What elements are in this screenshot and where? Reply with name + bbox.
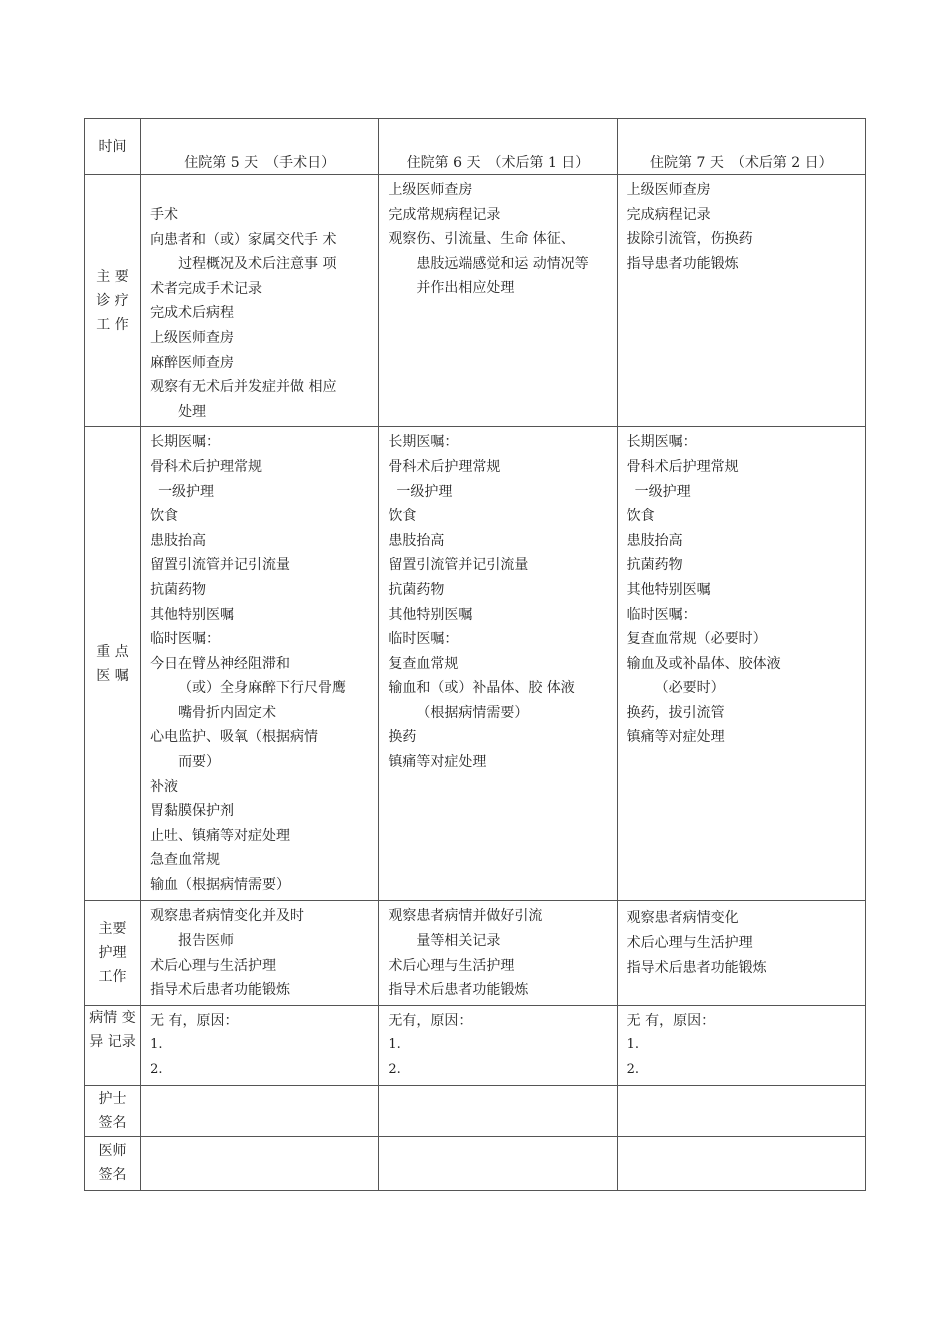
- order-item: 换药，拔引流管: [626, 704, 725, 721]
- key-orders-row: [85, 427, 866, 901]
- nursing-work-row: [85, 901, 866, 1005]
- main-work-label: [85, 175, 141, 427]
- variance-option: 无 有，原因：: [626, 1012, 716, 1029]
- doctor-signature-label: [85, 1136, 141, 1190]
- doctor-signature-day7[interactable]: [617, 1136, 865, 1190]
- label-line: 诊 疗: [96, 292, 129, 309]
- label-line: 医师: [98, 1143, 127, 1159]
- label-line: 工作: [98, 969, 127, 986]
- order-item: 患肢抬高: [388, 532, 445, 549]
- variance-day5: [141, 1005, 379, 1085]
- header-row: [85, 119, 866, 175]
- work-item: 上级医师查房: [626, 182, 711, 198]
- label-line: 重 点: [96, 643, 129, 660]
- day-7-header: 住院第 7 天 （术后第 2 日）: [617, 119, 865, 175]
- nursing-work-day6: [379, 901, 617, 1005]
- order-item: 其他特别医嘱: [150, 606, 235, 623]
- nursing-item: 术后心理与生活护理: [388, 957, 515, 974]
- work-item: 术者完成手术记录: [150, 280, 263, 297]
- work-item: 观察有无术后并发症并做 相应: [150, 379, 337, 396]
- order-item: 一级护理: [158, 483, 215, 500]
- order-item: 嘴骨折内固定术: [178, 704, 277, 721]
- order-item: 心电监护、吸氧（根据病情: [150, 729, 319, 746]
- order-item: 镇痛等对症处理: [388, 754, 487, 771]
- order-item: 骨科术后护理常规: [150, 458, 263, 475]
- label-line: 医 嘱: [96, 667, 129, 684]
- order-item: 今日在臂丛神经阻滞和: [150, 655, 291, 672]
- order-item: （根据病情需要）: [416, 704, 529, 721]
- nursing-item: 术后心理与生活护理: [150, 957, 277, 974]
- variance-option: 无有，原因：: [388, 1012, 473, 1029]
- work-item: 上级医师查房: [150, 329, 235, 346]
- key-orders-label: [85, 427, 141, 901]
- order-item: 饮食: [150, 508, 179, 525]
- work-item: 并作出相应处理: [416, 280, 515, 297]
- order-item: 临时医嘱：: [388, 631, 459, 648]
- variance-reason-2: 2.: [150, 1061, 163, 1077]
- work-item: 指导患者功能锻炼: [626, 255, 739, 272]
- work-item: 处理: [178, 403, 207, 420]
- main-work-day5: [141, 175, 379, 427]
- key-orders-day5: [141, 427, 379, 901]
- label-line: 护士: [98, 1090, 127, 1107]
- variance-day7: [617, 1005, 865, 1085]
- variance-reason-1: 1.: [626, 1037, 640, 1053]
- work-item: 拔除引流管，伤换药: [626, 231, 753, 248]
- order-item: 胃黏膜保护剂: [150, 803, 235, 820]
- work-item: 手术: [150, 207, 179, 223]
- order-item: 患肢抬高: [626, 532, 683, 549]
- nurse-signature-day6[interactable]: [379, 1085, 617, 1136]
- label-line: 主要: [98, 921, 127, 938]
- order-item: 其他特别医嘱: [388, 606, 473, 623]
- order-item: 输血（根据病情需要）: [150, 877, 291, 894]
- label-line: 签名: [98, 1114, 127, 1131]
- nursing-item: 观察患者病情变化并及时: [150, 908, 305, 925]
- order-item: 其他特别医嘱: [626, 581, 711, 598]
- label-line: 签名: [98, 1167, 127, 1183]
- order-item: 止吐、镇痛等对症处理: [150, 827, 291, 844]
- order-item: 急查血常规: [150, 852, 221, 869]
- day-6-header: 住院第 6 天 （术后第 1 日）: [379, 119, 617, 175]
- work-item: 观察伤、引流量、生命 体征、: [388, 231, 575, 248]
- order-item: 换药: [388, 729, 417, 746]
- variance-reason-1: 1.: [150, 1037, 163, 1053]
- order-item: 抗菌药物: [388, 581, 445, 598]
- order-item: 留置引流管并记引流量: [388, 557, 529, 574]
- nursing-item: 观察患者病情变化: [626, 910, 739, 927]
- nursing-work-label: [85, 901, 141, 1005]
- nursing-work-day7: [617, 901, 865, 1005]
- doctor-signature-day6[interactable]: [379, 1136, 617, 1190]
- work-item: 患肢远端感觉和运 动情况等: [416, 255, 589, 272]
- nursing-item: 量等相关记录: [416, 932, 501, 949]
- order-item: 骨科术后护理常规: [388, 458, 501, 475]
- work-item: 上级医师查房: [388, 182, 473, 198]
- doctor-signature-row: [85, 1136, 866, 1190]
- order-item: 抗菌药物: [150, 581, 207, 598]
- nursing-work-day5: [141, 901, 379, 1005]
- label-line: 病情 变: [89, 1009, 136, 1026]
- order-item: 患肢抬高: [150, 532, 207, 549]
- order-item: 长期医嘱：: [626, 434, 697, 451]
- order-item: 饮食: [626, 508, 655, 525]
- order-item: 而要）: [178, 754, 221, 771]
- order-item: 一级护理: [396, 483, 453, 500]
- variance-label: [85, 1005, 141, 1085]
- nursing-item: 术后心理与生活护理: [626, 934, 753, 951]
- order-item: 长期医嘱：: [150, 434, 221, 451]
- variance-reason-2: 2.: [626, 1061, 640, 1077]
- label-line: 异 记录: [89, 1033, 136, 1050]
- order-item: 临时医嘱：: [150, 631, 221, 648]
- work-item: 完成病程记录: [626, 206, 711, 223]
- variance-row: [85, 1005, 866, 1085]
- nurse-signature-day5[interactable]: [141, 1085, 379, 1136]
- order-item: 复查血常规（必要时）: [626, 631, 767, 648]
- order-item: （必要时）: [654, 680, 725, 697]
- nursing-item: 报告医师: [178, 932, 235, 949]
- main-work-day6: [379, 175, 617, 427]
- order-item: 复查血常规: [388, 655, 459, 672]
- order-item: 长期医嘱：: [388, 434, 459, 451]
- key-orders-day7: [617, 427, 865, 901]
- day-5-header: 住院第 5 天 （手术日）: [141, 119, 379, 175]
- work-item: 完成常规病程记录: [388, 206, 501, 223]
- order-item: 临时医嘱：: [626, 606, 697, 623]
- order-item: 饮食: [388, 508, 417, 525]
- order-item: 骨科术后护理常规: [626, 458, 739, 475]
- label-line: 主 要: [96, 268, 129, 285]
- order-item: 抗菌药物: [626, 557, 683, 574]
- variance-option: 无 有，原因：: [150, 1012, 239, 1029]
- time-label: 时间: [85, 119, 141, 175]
- order-item: 输血和（或）补晶体、胶 体液: [388, 680, 575, 697]
- order-item: （或）全身麻醉下行尺骨鹰: [178, 680, 347, 697]
- nurse-signature-label: [85, 1085, 141, 1136]
- main-work-row: [85, 175, 866, 427]
- nursing-item: 指导术后患者功能锻炼: [150, 982, 291, 999]
- order-item: 留置引流管并记引流量: [150, 557, 291, 574]
- nursing-item: 指导术后患者功能锻炼: [388, 982, 529, 999]
- nurse-signature-day7[interactable]: [617, 1085, 865, 1136]
- variance-reason-1: 1.: [388, 1037, 401, 1053]
- work-item: 麻醉医师查房: [150, 354, 235, 371]
- work-item: 过程概况及术后注意事 项: [178, 256, 337, 273]
- order-item: 一级护理: [634, 483, 691, 500]
- order-item: 补液: [150, 778, 179, 795]
- nursing-item: 指导术后患者功能锻炼: [626, 959, 767, 976]
- clinical-pathway-table: [84, 118, 866, 1191]
- work-item: 完成术后病程: [150, 305, 235, 322]
- main-work-day7: [617, 175, 865, 427]
- label-line: 工 作: [96, 316, 129, 333]
- work-item: 向患者和（或）家属交代手 术: [150, 231, 337, 248]
- variance-day6: [379, 1005, 617, 1085]
- label-line: 护理: [98, 945, 127, 962]
- nurse-signature-row: [85, 1085, 866, 1136]
- order-item: 镇痛等对症处理: [626, 729, 725, 746]
- key-orders-day6: [379, 427, 617, 901]
- doctor-signature-day5[interactable]: [141, 1136, 379, 1190]
- variance-reason-2: 2.: [388, 1061, 401, 1077]
- order-item: 输血及或补晶体、胶体液: [626, 655, 781, 672]
- nursing-item: 观察患者病情并做好引流: [388, 908, 543, 925]
